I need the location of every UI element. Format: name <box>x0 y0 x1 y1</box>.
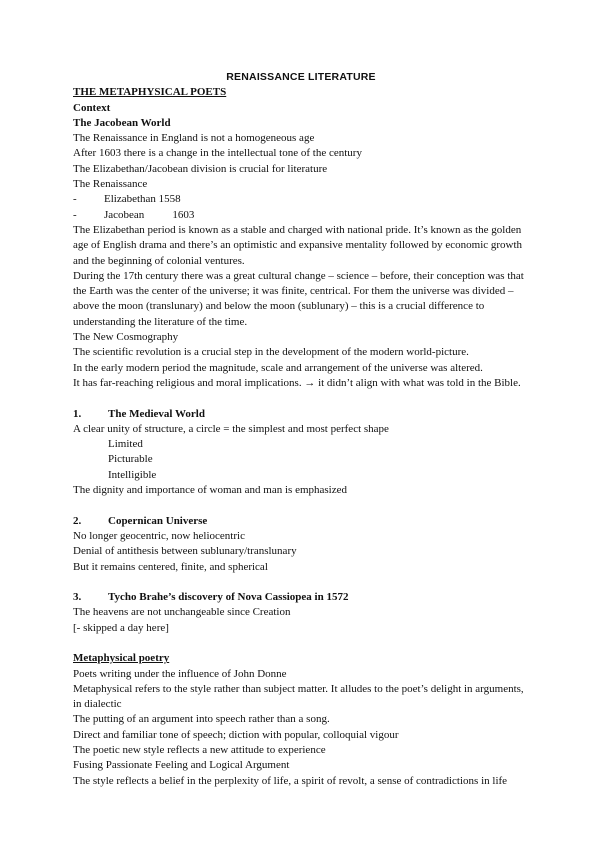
section-heading <box>73 590 529 605</box>
text-line: No longer geocentric, now heliocentric <box>73 529 245 542</box>
text-line: Poets writing under the influence of John Donne <box>73 667 287 680</box>
text-line: In the early modern period the magnitude, scale and arrangement of the universe was altered. <box>73 361 483 374</box>
bullet: - <box>73 193 77 206</box>
text-line: After 1603 there is a change in the intellectual tone of the century <box>73 147 362 160</box>
text-line: Direct and familiar tone of speech; diction with popular, colloquial vigour <box>73 728 399 741</box>
text-line: The Renaissance <box>73 178 148 191</box>
period-name: Jacobean <box>104 208 145 221</box>
metaphysical-heading: Metaphysical poetry <box>73 652 170 665</box>
text-line: The scientific revolution is a crucial step in the development of the modern world-picture. <box>73 346 469 359</box>
jacobean-world-heading: The Jacobean World <box>73 116 171 129</box>
text-line: A clear unity of structure, a circle = the simplest and most perfect shape <box>73 422 389 435</box>
text-line: above the moon (translunary) and below the moon (sublunary) – this is a crucial difference to <box>73 300 485 313</box>
text-line: The poetic new style reflects a new attitude to experience <box>73 744 326 757</box>
text-line: the Earth was the center of the universe; it was finite, centrical. For them the universe was divided – <box>73 285 514 298</box>
text-line: The heavens are not unchangeable since Creation <box>73 606 291 619</box>
period-item <box>73 208 529 223</box>
section-heading <box>73 514 529 529</box>
period-name: Elizabethan 1558 <box>104 193 181 206</box>
period-year: 1603 <box>172 208 195 221</box>
text-line: The Elizabethan/Jacobean division is crucial for literature <box>73 162 328 175</box>
text-line: Denial of antithesis between sublunary/translunary <box>73 545 297 558</box>
text-line: Fusing Passionate Feeling and Logical Argument <box>73 759 290 772</box>
text-line: Metaphysical refers to the style rather than subject matter. It alludes to the poet’s delight in arguments, <box>73 682 524 695</box>
section-heading <box>73 407 529 422</box>
period-item <box>73 192 529 207</box>
text-line: understanding the literature of the time. <box>73 315 248 328</box>
text-line: and the beginning of colonial ventures. <box>73 254 245 267</box>
text-line: The style reflects a belief in the perplexity of life, a spirit of revolt, a sense of contradictions in life <box>73 774 508 787</box>
text-line: The Elizabethan period is known as a stable and charged with national pride. It’s known as the golden <box>73 223 522 236</box>
text-line: The New Cosmography <box>73 331 179 344</box>
text-line: in dialectic <box>73 698 122 711</box>
text-line: The Renaissance in England is not a homogeneous age <box>73 132 315 145</box>
section-number: 1. <box>73 407 82 420</box>
list-item: Picturable <box>108 453 153 466</box>
text-line: It has far-reaching religious and moral implications. → it didn’t align with what was told in the Bible. <box>73 376 521 389</box>
text-line: But it remains centered, finite, and spherical <box>73 560 268 573</box>
section-title: Tycho Brahe’s discovery of Nova Cassiopea in 1572 <box>108 591 349 604</box>
main-heading: THE METAPHYSICAL POETS <box>73 86 227 99</box>
list-item: Limited <box>108 438 143 451</box>
text-line: The putting of an argument into speech rather than a song. <box>73 713 330 726</box>
bullet: - <box>73 208 77 221</box>
context-heading: Context <box>73 101 111 114</box>
text-line: During the 17th century there was a great cultural change – science – before, their conception was that <box>73 269 524 282</box>
document-title: RENAISSANCE LITERATURE <box>226 71 376 83</box>
section-title: Copernican Universe <box>108 514 208 527</box>
list-item: Intelligible <box>108 468 157 481</box>
text-line: age of English drama and there’s an optimistic and expansive mentality followed by economic growth <box>73 239 523 252</box>
text-line: [- skipped a day here] <box>73 621 169 634</box>
section-number: 2. <box>73 514 82 527</box>
section-title: The Medieval World <box>108 407 205 420</box>
section-number: 3. <box>73 591 82 604</box>
document-page <box>73 70 529 789</box>
text-line: The dignity and importance of woman and man is emphasized <box>73 484 348 497</box>
